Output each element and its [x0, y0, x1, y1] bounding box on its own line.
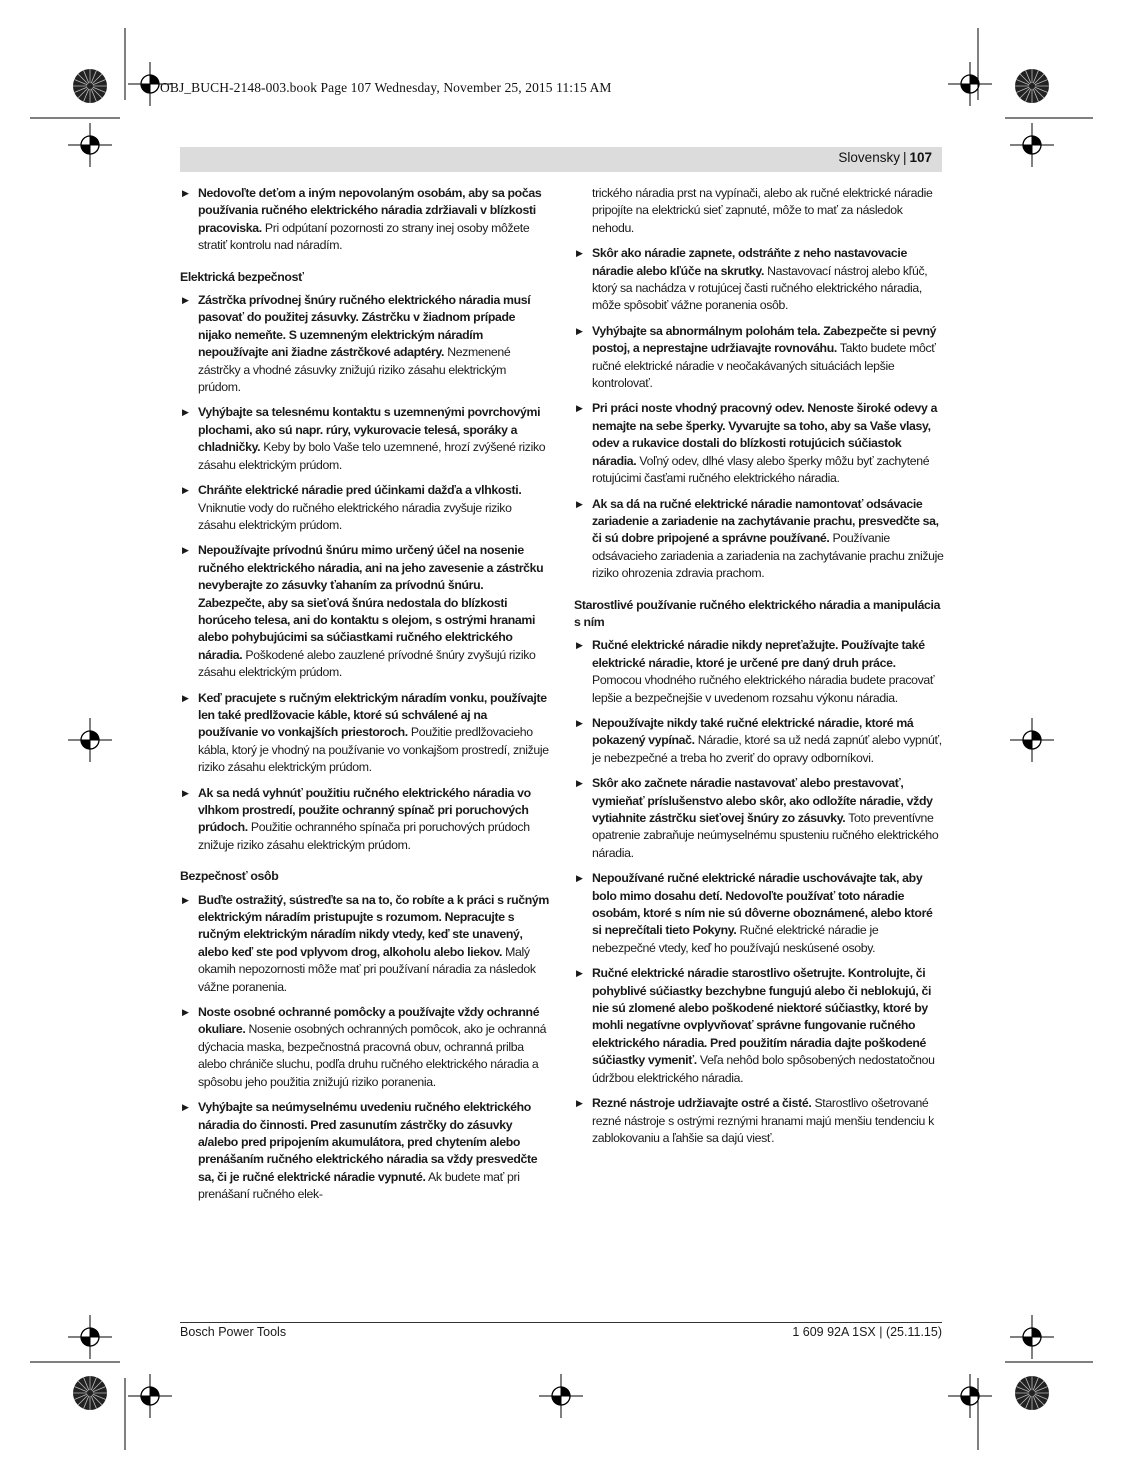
bullet-arrow-icon: ▶ [576, 640, 583, 651]
safety-item [180, 1099, 550, 1203]
item-explanation: Nezmenené zástrčky a vhodné zásuvky znižujú riziko zásahu elektrickým prúdom. [198, 345, 511, 395]
safety-item [180, 785, 550, 855]
bullet-arrow-icon: ▶ [576, 325, 583, 336]
bullet-arrow-icon: ▶ [576, 717, 583, 728]
item-explanation: Nastavovací nástroj alebo kľúč, ktorý sa nachádza v rotujúcej časti ručného elektrického náradia, môže spôsobiť vážne poranenia osôb. [592, 263, 928, 313]
footer-doc-number: 1 609 92A 1SX | (25.11.15) [792, 1325, 942, 1339]
section-heading: Elektrická bezpečnosť [180, 269, 304, 284]
bullet-arrow-icon: ▶ [576, 778, 583, 789]
item-instruction: Buďte ostražitý, sústreďte sa na to, čo robíte a k práci s ručným elektrickým náradím pristupujte s rozumom. Nepracujte s ručným elektrickým náradím nikdy vtedy, keď ste unavený, alebo keď ste pod vplyvom drog, alkoholu alebo liekov. [198, 892, 549, 959]
item-explanation: Ak budete mať pri prenášaní ručného elek- [198, 1169, 520, 1202]
item-instruction: Nepoužívajte nikdy také ručné elektrické náradie, ktoré má pokazený vypínač. [592, 715, 914, 748]
item-instruction: Pri práci noste vhodný pracovný odev. Nenoste široké odevy a nemajte na sebe šperky. Vyvarujte sa toho, aby sa Vaše vlasy, odev a rukavice dostali do blízkosti rotujúcich súčiastok náradia. [592, 401, 938, 468]
item-instruction: Ručné elektrické náradie starostlivo ošetrujte. Kontrolujte, či pohyblivé súčiastky bezchybne fungujú alebo či neblokujú, či nie sú zlomené alebo poškodené niektoré súčiastky, ktoré by mohli negatívne ovplyvňovať správne fungovanie ručného elektrického náradia. Pred použitím náradia dajte poškodené súčiastky vymeniť. [592, 966, 932, 1068]
safety-item [574, 323, 944, 393]
safety-item [180, 404, 550, 474]
header-separator: | [902, 150, 907, 165]
bullet-arrow-icon: ▶ [182, 188, 189, 198]
item-explanation: Pri odpútaní pozornosti zo strany inej osoby môžete stratiť kontrolu nad náradím. [198, 220, 530, 253]
item-explanation: Takto budete môcť ručné elektrické náradie v neočakávaných situáciách lepšie kontrolovať. [592, 341, 936, 391]
bullet-arrow-icon: ▶ [576, 248, 583, 259]
safety-item [574, 400, 944, 487]
bullet-arrow-icon: ▶ [182, 485, 189, 496]
item-instruction: Skôr ako začnete náradie nastavovať alebo prestavovať, vymieňať príslušenstvo alebo skôr, ako odložíte náradie, vždy vytiahnite zástrčku sieťovej šnúry zo zásuvky. [592, 776, 933, 825]
item-explanation: Použitie predlžovacieho kábla, ktorý je vhodný na používanie vo vonkajšom prostredí, znižuje riziko zásahu elektrickým prúdom. [198, 725, 549, 775]
item-instruction: Vyhýbajte sa telesnému kontaktu s uzemnenými povrchovými plochami, ako sú napr. rúry, vykurovacie telesá, sporáky a chladničky. [198, 405, 541, 455]
bullet-arrow-icon: ▶ [182, 1102, 189, 1113]
safety-item [574, 496, 944, 583]
item-explanation: Ručné elektrické náradie je nebezpečné vtedy, keď ho používajú neskúsené osoby. [592, 923, 879, 955]
item-explanation: Poškodené alebo zauzlené prívodné šnúry zvyšujú riziko zásahu elektrickým prúdom. [198, 647, 536, 680]
item-instruction: Vyhýbajte sa abnormálnym polohám tela. Zabezpečte si pevný postoj, a neprestajne udržiavajte rovnováhu. [592, 323, 937, 356]
footer-publisher: Bosch Power Tools [180, 1325, 287, 1339]
item-instruction: Rezné nástroje udržiavajte ostré a čisté. [592, 1096, 812, 1111]
header-language: Slovensky [838, 150, 900, 165]
safety-item [180, 1004, 550, 1091]
safety-item [574, 637, 944, 707]
safety-item [180, 892, 550, 996]
item-explanation: Veľa nehôd bolo spôsobených nedostatočnou údržbou elektrického náradia. [592, 1053, 935, 1085]
item-instruction: Nedovoľte deťom a iným nepovolaným osobám, aby sa počas používania ručného elektrického náradia zdržiavali v blízkosti pracoviska. [198, 186, 542, 235]
bullet-arrow-icon: ▶ [576, 1098, 583, 1109]
bullet-arrow-icon: ▶ [576, 968, 583, 979]
section-heading: Bezpečnosť osôb [180, 869, 279, 884]
item-explanation: Náradie, ktoré sa už nedá zapnúť alebo vypnúť, je nebezpečné a treba ho zveriť do opravy odborníkovi. [592, 733, 942, 765]
bullet-arrow-icon: ▶ [576, 403, 583, 414]
safety-item [180, 542, 550, 681]
left-column [180, 185, 550, 1212]
continued-paragraph [574, 185, 944, 237]
item-explanation: Použitie ochranného spínača pri poruchových prúdoch znižuje riziko zásahu elektrickým prúdom. [198, 820, 530, 852]
item-instruction: Vyhýbajte sa neúmyselnému uvedeniu ručného elektrického náradia do činnosti. Pred zasunutím zástrčky do zásuvky a/alebo pred pripojením akumulátora, pred chytením alebo prenášaním ručného elektrického náradia sa vždy presvedčte sa, či je ručné elektrické náradie vypnuté. [198, 1100, 538, 1184]
item-explanation: Pomocou vhodného ručného elektrického náradia budete pracovať lepšie a bezpečnejšie v uvedenom rozsahu výkonu náradia. [592, 673, 935, 705]
item-explanation: Nosenie osobných ochranných pomôcok, ako je ochranná dýchacia maska, bezpečnostná pracovná obuv, ochranná prilba alebo chrániče sluchu, podľa druhu ručného elektrického náradia a spôsobu jeho použitia znižujú riziko poranenia. [198, 1022, 547, 1089]
item-instruction: Ak sa dá na ručné elektrické náradie namontovať odsávacie zariadenie a zariadenie na zachytávanie prachu, presvedčte sa, či sú dobre pripojené a správne používané. [592, 496, 939, 546]
item-explanation: Vniknutie vody do ručného elektrického náradia zvyšuje riziko zásahu elektrickým prúdom. [198, 500, 512, 532]
header-text [838, 150, 932, 165]
bullet-arrow-icon: ▶ [182, 407, 189, 418]
bullet-arrow-icon: ▶ [576, 873, 583, 884]
safety-item [574, 870, 944, 957]
item-instruction: Keď pracujete s ručným elektrickým náradím vonku, používajte len také predlžovacie káble, ktoré sú schválené aj na používanie vo vonkajších priestoroch. [198, 690, 547, 740]
bullet-arrow-icon: ▶ [182, 545, 189, 556]
bullet-arrow-icon: ▶ [576, 498, 583, 509]
item-explanation: Voľný odev, dlhé vlasy alebo šperky môžu byť zachytené rotujúcimi časťami ručného elektrického náradia. [592, 453, 930, 486]
print-info-line: OBJ_BUCH-2148-003.book Page 107 Wednesday, November 25, 2015 11:15 AM [160, 80, 612, 95]
item-instruction: Nepoužívané ručné elektrické náradie uschovávajte tak, aby bolo mimo dosahu detí. Nedovoľte používať toto náradie osobám, ktoré s ním nie sú dôverne oboznámené, alebo ktoré si neprečítali tieto Pokyny. [592, 871, 933, 938]
page-header [180, 147, 942, 172]
item-instruction: Ručné elektrické náradie nikdy nepreťažujte. Používajte také elektrické náradie, ktoré je určené pre daný druh práce. [592, 638, 925, 670]
item-instruction: Nepoužívajte prívodnú šnúru mimo určený účel na nosenie ručného elektrického náradia, ani na jeho zavesenie a zástrčku nevyberajte zo zásuvky ťahaním za prívodnú šnúru. Zabezpečte, aby sa sieťová šnúra nedostala do blízkosti horúceho telesa, ani do kontaktu s olejom, s ostrými hranami alebo pohybujúcimi sa súčiastkami ručného elektrického náradia. [198, 543, 544, 662]
safety-item [180, 690, 550, 777]
item-explanation: Používanie odsávacieho zariadenia a zariadenia na zachytávanie prachu znižuje riziko ohrozenia zdravia prachom. [592, 531, 944, 581]
item-instruction: Chráňte elektrické náradie pred účinkami dažďa a vlhkosti. [198, 483, 522, 498]
item-instruction: Skôr ako náradie zapnete, odstráňte z neho nastavovacie náradie alebo kľúče na skrutky. [592, 246, 907, 278]
bullet-arrow-icon: ▶ [182, 295, 189, 306]
item-instruction: Ak sa nedá vyhnúť použitiu ručného elektrického náradia vo vlhkom prostredí, použite ochranný spínač pri poruchových prúdoch. [198, 785, 531, 835]
section-heading: Starostlivé používanie ručného elektrického náradia a manipulácia s ním [574, 597, 941, 629]
item-explanation: Starostlivo ošetrované rezné nástroje s ostrými reznými hranami majú menšiu tendenciu k zablokovaniu a ľahšie sa dajú viesť. [592, 1096, 934, 1145]
safety-item [180, 482, 550, 534]
item-instruction: Noste osobné ochranné pomôcky a používajte vždy ochranné okuliare. [198, 1005, 540, 1037]
safety-item [180, 292, 550, 396]
item-explanation: Keby by bolo Vaše telo uzemnené, hrozí zvýšené riziko zásahu elektrickým prúdom. [198, 440, 546, 472]
safety-item [574, 715, 944, 767]
item-explanation: Malý okamih nepozornosti môže mať pri používaní náradia za následok vážne poranenia. [198, 944, 536, 994]
safety-item [574, 245, 944, 315]
safety-item [574, 965, 944, 1087]
item-instruction: Zástrčka prívodnej šnúry ručného elektrického náradia musí pasovať do použitej zásuvky. Zástrčku v žiadnom prípade nijako nemeňte. S uzemneným elektrickým náradím nepoužívajte ani žiadne zástrčkové adaptéry. [198, 293, 531, 360]
item-explanation: trického náradia prst na vypínači, alebo ak ručné elektrické náradie pripojíte na elektrickú sieť zapnuté, môže to mať za následok nehodu. [592, 186, 933, 235]
bullet-arrow-icon: ▶ [182, 787, 189, 798]
bullet-arrow-icon: ▶ [182, 894, 189, 905]
footer-rule [180, 1322, 942, 1323]
bullet-arrow-icon: ▶ [182, 1007, 189, 1018]
page-number: 107 [909, 150, 932, 165]
safety-item [180, 185, 550, 255]
bullet-arrow-icon: ▶ [182, 692, 189, 703]
item-explanation: Toto preventívne opatrenie zabraňuje neúmyselnému spusteniu ručného elektrického náradia. [592, 811, 939, 860]
right-column [574, 185, 944, 1155]
safety-item [574, 775, 944, 862]
safety-item [574, 1095, 944, 1147]
